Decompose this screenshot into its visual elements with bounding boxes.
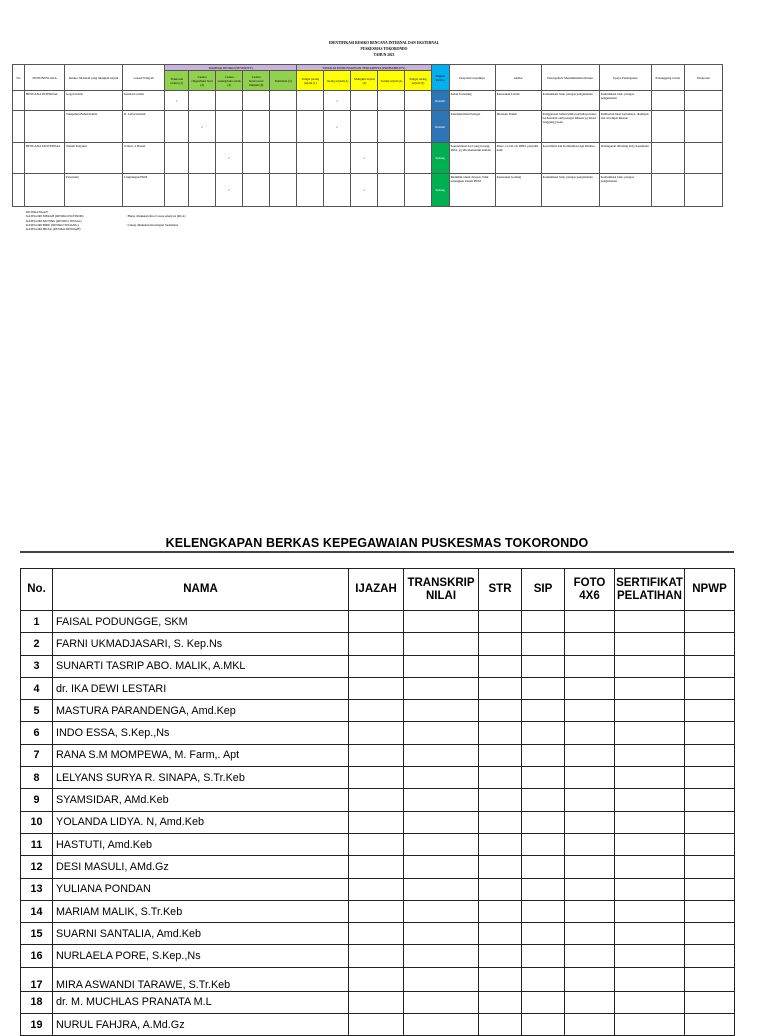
table-row bbox=[21, 991, 735, 1013]
row-number: 8 bbox=[21, 767, 53, 789]
risk-tingkat: Rendah bbox=[431, 111, 449, 143]
check-mark: ✓ bbox=[324, 91, 351, 111]
risk-tingkat: Sedang bbox=[431, 143, 449, 174]
title-underline bbox=[20, 551, 734, 553]
document-check-cell bbox=[404, 878, 479, 900]
staff-name: MIRA ASWANDI TARAWE, S.Tr.Keb bbox=[53, 967, 349, 991]
document-check-cell bbox=[479, 856, 522, 878]
document-check-cell bbox=[615, 856, 685, 878]
document-check-cell bbox=[404, 856, 479, 878]
risk-akibat: Kerusakan Gedung bbox=[495, 174, 541, 207]
document-check-cell bbox=[479, 633, 522, 655]
staff-document-page bbox=[0, 522, 768, 1031]
document-check-cell bbox=[685, 677, 735, 699]
document-check-cell bbox=[479, 945, 522, 967]
row-number: 9 bbox=[21, 789, 53, 811]
document-check-cell bbox=[685, 767, 735, 789]
staff-name: MARIAM MALIK, S.Tr.Keb bbox=[53, 900, 349, 922]
row-number: 19 bbox=[21, 1014, 53, 1036]
header-npwp: NPWP bbox=[685, 569, 735, 611]
staff-name: NURLAELA PORE, S.Kep.,Ns bbox=[53, 945, 349, 967]
document-check-cell bbox=[522, 833, 565, 855]
document-check-cell bbox=[522, 789, 565, 811]
risk-header-akibat: Akibat bbox=[495, 65, 541, 91]
check-mark: ✓ bbox=[216, 143, 243, 174]
risk-row bbox=[13, 91, 723, 111]
row-number: 17 bbox=[21, 967, 53, 991]
risk-lokasi: Instalasi Listrik bbox=[123, 91, 165, 111]
risk-header-dampak-5: Kematian (5) bbox=[270, 71, 297, 91]
risk-upaya: Komunikasi baik, petugas pengamanan bbox=[599, 174, 651, 207]
document-check-cell bbox=[522, 744, 565, 766]
document-check-cell bbox=[615, 991, 685, 1013]
document-check-cell bbox=[479, 923, 522, 945]
document-check-cell bbox=[349, 833, 404, 855]
header-ijazah: IJAZAH bbox=[349, 569, 404, 611]
document-check-cell bbox=[522, 767, 565, 789]
table-row bbox=[21, 744, 735, 766]
staff-name: INDO ESSA, S.Kep.,Ns bbox=[53, 722, 349, 744]
risk-header-pencegahan: Pencegahan/ Meminimalkan Resiko bbox=[541, 65, 599, 91]
check-mark: ✓ bbox=[324, 111, 351, 143]
document-check-cell bbox=[349, 967, 404, 991]
document-check-cell bbox=[615, 700, 685, 722]
document-check-cell bbox=[349, 900, 404, 922]
risk-header-kemungkinan-5: Sangat sering terjadi (5) bbox=[405, 71, 431, 91]
document-check-cell bbox=[404, 700, 479, 722]
risk-header-dampak-group: DAMPAK RESIKO (SEVERITY) bbox=[165, 65, 297, 71]
risk-upaya: Komunikasi baik, petugas pengamanan bbox=[599, 91, 651, 111]
risk-jenis bbox=[25, 111, 65, 143]
document-check-cell bbox=[615, 945, 685, 967]
document-check-cell bbox=[404, 744, 479, 766]
note-key: KATEGORI HIJAU (RESIKO RENDAH) bbox=[26, 227, 81, 232]
document-check-cell bbox=[349, 611, 404, 633]
document-check-cell bbox=[565, 633, 615, 655]
note-value: : Cukup dilakukan Investigasi Sederhana bbox=[126, 222, 179, 227]
document-check-cell bbox=[615, 1014, 685, 1036]
table-row bbox=[21, 700, 735, 722]
document-check-cell bbox=[479, 655, 522, 677]
document-check-cell bbox=[522, 811, 565, 833]
table-row bbox=[21, 789, 735, 811]
document-check-cell bbox=[565, 700, 615, 722]
document-check-cell bbox=[685, 611, 735, 633]
document-check-cell bbox=[565, 945, 615, 967]
staff-header-row bbox=[21, 569, 735, 611]
document-check-cell bbox=[349, 722, 404, 744]
staff-name: RANA S.M MOMPEWA, M. Farm,. Apt bbox=[53, 744, 349, 766]
document-check-cell bbox=[349, 633, 404, 655]
note-key: KATEGORI KUNING (RESIKO TINGGI) bbox=[26, 218, 82, 223]
row-number: 14 bbox=[21, 900, 53, 922]
document-check-cell bbox=[522, 677, 565, 699]
table-row bbox=[21, 900, 735, 922]
document-check-cell bbox=[404, 1014, 479, 1036]
document-check-cell bbox=[685, 633, 735, 655]
risk-jenis: BENCANA EKSTERNAL bbox=[25, 143, 65, 174]
document-check-cell bbox=[685, 744, 735, 766]
table-row bbox=[21, 722, 735, 744]
document-check-cell bbox=[565, 744, 615, 766]
document-check-cell bbox=[685, 967, 735, 991]
document-check-cell bbox=[479, 991, 522, 1013]
document-check-cell bbox=[565, 655, 615, 677]
risk-pencegahan: Komunikasi baik, petugas pengamanan bbox=[541, 174, 599, 207]
document-check-cell bbox=[404, 633, 479, 655]
document-check-cell bbox=[685, 700, 735, 722]
risk-header-resiko: Resiko /Masalah yang mungkin terjadi bbox=[65, 65, 123, 91]
document-check-cell bbox=[615, 878, 685, 900]
document-check-cell bbox=[479, 811, 522, 833]
document-check-cell bbox=[404, 811, 479, 833]
table-row bbox=[21, 611, 735, 633]
table-row bbox=[21, 945, 735, 967]
document-check-cell bbox=[565, 856, 615, 878]
document-check-cell bbox=[615, 900, 685, 922]
risk-pencegahan: Penggunaan bahan kimia berbahaya harus berhati-hati oleh petugas khusus yg diberi tanggung jawab bbox=[541, 111, 599, 143]
staff-name: LELYANS SURYA R. SINAPA, S.Tr.Keb bbox=[53, 767, 349, 789]
risk-title-block bbox=[0, 40, 768, 58]
document-check-cell bbox=[685, 991, 735, 1013]
staff-name: MASTURA PARANDENGA, Amd.Kep bbox=[53, 700, 349, 722]
document-check-cell bbox=[479, 744, 522, 766]
document-check-cell bbox=[479, 677, 522, 699]
staff-name: NURUL FAHJRA, A.Md.Gz bbox=[53, 1014, 349, 1036]
document-check-cell bbox=[522, 1014, 565, 1036]
check-mark: ✓ bbox=[216, 174, 243, 207]
risk-header-upaya: Upaya Penanganan bbox=[599, 65, 651, 91]
header-sertifikat: SERTIFIKAT PELATIHAN bbox=[615, 569, 685, 611]
staff-table-body bbox=[21, 611, 735, 1036]
risk-lokasi: 6 Desa, 2 Dusun bbox=[123, 143, 165, 174]
document-check-cell bbox=[479, 611, 522, 633]
risk-notes bbox=[26, 210, 186, 231]
document-check-cell bbox=[522, 878, 565, 900]
table-row bbox=[21, 878, 735, 900]
document-check-cell bbox=[565, 923, 615, 945]
document-check-cell bbox=[615, 677, 685, 699]
document-check-cell bbox=[349, 1014, 404, 1036]
risk-row bbox=[13, 174, 723, 207]
risk-header-jenis: JENIS BENCANA bbox=[25, 65, 65, 91]
document-check-cell bbox=[522, 722, 565, 744]
risk-title-line-2: PUSKESMAS TOKORONDO bbox=[360, 47, 408, 51]
row-number: 16 bbox=[21, 945, 53, 967]
risk-header-kemungkinan-2: Jarang terjadi (2) bbox=[324, 71, 351, 91]
document-check-cell bbox=[349, 744, 404, 766]
document-check-cell bbox=[685, 655, 735, 677]
note-key: KATEGORI MERAH (RESIKO EKSTRIM) bbox=[26, 214, 84, 219]
document-check-cell bbox=[615, 633, 685, 655]
table-row bbox=[21, 767, 735, 789]
check-mark: ✓ bbox=[351, 174, 378, 207]
document-check-cell bbox=[615, 744, 685, 766]
document-check-cell bbox=[349, 789, 404, 811]
document-check-cell bbox=[479, 767, 522, 789]
row-number: 1 bbox=[21, 611, 53, 633]
risk-pencegahan: Komunikasi baik, petugas pengamanan bbox=[541, 91, 599, 111]
row-number: 11 bbox=[21, 833, 53, 855]
document-check-cell bbox=[615, 789, 685, 811]
table-row bbox=[21, 677, 735, 699]
risk-upaya: Penanganan dibidang Poly Kesehatan bbox=[599, 143, 651, 174]
document-check-cell bbox=[479, 700, 522, 722]
document-check-cell bbox=[565, 878, 615, 900]
document-check-cell bbox=[615, 811, 685, 833]
document-check-cell bbox=[685, 1014, 735, 1036]
staff-name: YULIANA PONDAN bbox=[53, 878, 349, 900]
row-number: 7 bbox=[21, 744, 53, 766]
document-check-cell bbox=[404, 677, 479, 699]
table-row bbox=[21, 856, 735, 878]
document-check-cell bbox=[479, 722, 522, 744]
risk-header-kemungkinan-3: Mungkin terjadi (3) bbox=[351, 71, 378, 91]
document-check-cell bbox=[349, 677, 404, 699]
row-number: 13 bbox=[21, 878, 53, 900]
risk-jenis: BENCANA INTERNAL bbox=[25, 91, 65, 111]
staff-name: FARNI UKMADJASARI, S. Kep.Ns bbox=[53, 633, 349, 655]
note-key: KATEGORI BIRU (RESIKO SEDANG) bbox=[26, 222, 79, 227]
check-mark: ✓ bbox=[165, 91, 189, 111]
document-check-cell bbox=[685, 789, 735, 811]
staff-name: DESI MASULI, AMd.Gz bbox=[53, 856, 349, 878]
document-check-cell bbox=[685, 833, 735, 855]
document-check-cell bbox=[479, 833, 522, 855]
risk-akibat: Merusak Tubuh bbox=[495, 111, 541, 143]
risk-upaya: Pemberian label berbahaya, disimpan dan di tempat khusus bbox=[599, 111, 651, 143]
header-no: No. bbox=[21, 569, 53, 611]
document-check-cell bbox=[615, 722, 685, 744]
table-row bbox=[21, 633, 735, 655]
document-check-cell bbox=[685, 945, 735, 967]
risk-penyebab: Ketidaktelitian Petugas bbox=[449, 111, 495, 143]
document-check-cell bbox=[685, 923, 735, 945]
risk-header-pelaporan: Pelaporan bbox=[684, 65, 722, 91]
document-check-cell bbox=[404, 655, 479, 677]
risk-header-dampak-1: Tidak ada cedera (1) bbox=[165, 71, 189, 91]
risk-penyebab: Memiliki untuk dicepat, tidak terjangkau sistem PKM bbox=[449, 174, 495, 207]
document-check-cell bbox=[349, 811, 404, 833]
row-number: 5 bbox=[21, 700, 53, 722]
document-check-cell bbox=[522, 655, 565, 677]
document-check-cell bbox=[685, 856, 735, 878]
note-value: : Harus dilakukan Root Cause Analysis (RCA) bbox=[126, 214, 186, 219]
row-number: 12 bbox=[21, 856, 53, 878]
staff-name: SYAMSIDAR, AMd.Keb bbox=[53, 789, 349, 811]
document-check-cell bbox=[522, 900, 565, 922]
risk-resiko: Tumpahan Bahan Kimia bbox=[65, 111, 123, 143]
document-check-cell bbox=[522, 633, 565, 655]
staff-table bbox=[20, 568, 735, 1036]
document-check-cell bbox=[615, 833, 685, 855]
document-check-cell bbox=[349, 923, 404, 945]
risk-header-dampak-4: Cedera berat/cacat/ lumpuh (4) bbox=[243, 71, 270, 91]
staff-name: HASTUTI, Amd.Keb bbox=[53, 833, 349, 855]
document-check-cell bbox=[404, 967, 479, 991]
staff-name: dr. M. MUCHLAS PRANATA M.L bbox=[53, 991, 349, 1013]
table-row bbox=[21, 655, 735, 677]
row-number: 15 bbox=[21, 923, 53, 945]
document-check-cell bbox=[404, 722, 479, 744]
document-check-cell bbox=[522, 611, 565, 633]
risk-title-line-3: TAHUN 2023 bbox=[373, 53, 395, 57]
risk-lokasi: R. Laboratorium bbox=[123, 111, 165, 143]
row-number: 6 bbox=[21, 722, 53, 744]
document-check-cell bbox=[349, 945, 404, 967]
risk-lokasi: Lingkungan PKM bbox=[123, 174, 165, 207]
risk-header-dampak-2: Cedera ringan/luka lecet (2) bbox=[189, 71, 216, 91]
staff-name: SUARNI SANTALIA, Amd.Keb bbox=[53, 923, 349, 945]
risk-header-lokasi: Lokasi/Wilayah bbox=[123, 65, 165, 91]
document-check-cell bbox=[522, 923, 565, 945]
document-check-cell bbox=[565, 789, 615, 811]
document-check-cell bbox=[522, 945, 565, 967]
document-check-cell bbox=[565, 991, 615, 1013]
row-number: 10 bbox=[21, 811, 53, 833]
document-check-cell bbox=[404, 789, 479, 811]
risk-row bbox=[13, 143, 723, 174]
risk-resiko: Gagal Listrik bbox=[65, 91, 123, 111]
document-check-cell bbox=[349, 767, 404, 789]
document-check-cell bbox=[479, 1014, 522, 1036]
staff-name: SUNARTI TASRIP ABO. MALIK, A.MKL bbox=[53, 655, 349, 677]
risk-header-pj: Penanggung Jawab bbox=[651, 65, 684, 91]
document-check-cell bbox=[404, 991, 479, 1013]
header-transkrip: TRANSKRIP NILAI bbox=[404, 569, 479, 611]
check-mark: ✓ bbox=[351, 143, 378, 174]
risk-header-kemungkinan-group: TINGKAT KEMUNGKINAN TERJADINYA (PROBABILITY) bbox=[297, 65, 431, 71]
document-check-cell bbox=[685, 900, 735, 922]
risk-pencegahan: Koordinasi dan Komunikasi dgn DinKes bbox=[541, 143, 599, 174]
document-check-cell bbox=[685, 722, 735, 744]
check-mark: ✓ bbox=[189, 111, 216, 143]
header-str: STR bbox=[479, 569, 522, 611]
risk-resiko: Pencurian bbox=[65, 174, 123, 207]
document-check-cell bbox=[565, 722, 615, 744]
risk-document-page bbox=[0, 0, 768, 255]
risk-table bbox=[12, 64, 723, 207]
document-check-cell bbox=[404, 900, 479, 922]
document-check-cell bbox=[615, 655, 685, 677]
header-sip: SIP bbox=[522, 569, 565, 611]
risk-header-kemungkinan-4: Sering terjadi (4) bbox=[378, 71, 405, 91]
document-check-cell bbox=[404, 767, 479, 789]
risk-tingkat: Sedang bbox=[431, 174, 449, 207]
staff-doc-title: KELENGKAPAN BERKAS KEPEGAWAIAN PUSKESMAS TOKORONDO bbox=[165, 536, 589, 550]
risk-akibat: Kerusakan Listrik bbox=[495, 91, 541, 111]
document-check-cell bbox=[349, 856, 404, 878]
document-check-cell bbox=[522, 967, 565, 991]
risk-akibat: Diare, Covid-19, DBD, penyakit kulit bbox=[495, 143, 541, 174]
document-check-cell bbox=[565, 967, 615, 991]
risk-header-tingkat: Tingkat Resiko bbox=[431, 65, 449, 91]
staff-name: dr. IKA DEWI LESTARI bbox=[53, 677, 349, 699]
row-number: 3 bbox=[21, 655, 53, 677]
document-check-cell bbox=[615, 923, 685, 945]
document-check-cell bbox=[522, 991, 565, 1013]
document-check-cell bbox=[349, 991, 404, 1013]
document-check-cell bbox=[565, 611, 615, 633]
table-row bbox=[21, 833, 735, 855]
document-check-cell bbox=[615, 967, 685, 991]
staff-name: FAISAL PODUNGGE, SKM bbox=[53, 611, 349, 633]
table-row bbox=[21, 923, 735, 945]
risk-resiko: Wabah Penyakit bbox=[65, 143, 123, 174]
risk-header-kemungkinan-1: Sangat jarang terjadi (1) bbox=[297, 71, 324, 91]
document-check-cell bbox=[615, 767, 685, 789]
header-foto: FOTO 4X6 bbox=[565, 569, 615, 611]
document-check-cell bbox=[522, 700, 565, 722]
document-check-cell bbox=[479, 967, 522, 991]
document-check-cell bbox=[565, 677, 615, 699]
table-row bbox=[21, 811, 735, 833]
document-check-cell bbox=[479, 900, 522, 922]
document-check-cell bbox=[479, 878, 522, 900]
risk-header-no: No bbox=[13, 65, 25, 91]
table-row bbox=[21, 967, 735, 991]
document-check-cell bbox=[404, 923, 479, 945]
document-check-cell bbox=[565, 767, 615, 789]
document-check-cell bbox=[522, 856, 565, 878]
document-check-cell bbox=[565, 811, 615, 833]
document-check-cell bbox=[615, 611, 685, 633]
document-check-cell bbox=[565, 833, 615, 855]
risk-header-penyebab: Penyebab terjadinya bbox=[449, 65, 495, 91]
risk-penyebab: Kabel Tersulung bbox=[449, 91, 495, 111]
risk-row bbox=[13, 111, 723, 143]
document-check-cell bbox=[565, 1014, 615, 1036]
row-number: 2 bbox=[21, 633, 53, 655]
document-check-cell bbox=[349, 878, 404, 900]
document-check-cell bbox=[685, 878, 735, 900]
row-number: 18 bbox=[21, 991, 53, 1013]
document-check-cell bbox=[565, 900, 615, 922]
document-check-cell bbox=[404, 833, 479, 855]
row-number: 4 bbox=[21, 677, 53, 699]
header-nama: NAMA bbox=[53, 569, 349, 611]
risk-title-line-1: IDENTIFIKASI RESIKO BENCANA INTERNAL DAN EKSTERNAL bbox=[329, 41, 439, 45]
document-check-cell bbox=[349, 700, 404, 722]
document-check-cell bbox=[404, 945, 479, 967]
risk-jenis bbox=[25, 174, 65, 207]
risk-header-dampak-3: Cedera sedang/luka robek (3) bbox=[216, 71, 243, 91]
document-check-cell bbox=[349, 655, 404, 677]
risk-penyebab: Kontaminasi dari yang korang, ISPA, yg tdk memenuhi standar bbox=[449, 143, 495, 174]
document-check-cell bbox=[685, 811, 735, 833]
risk-tingkat: Rendah bbox=[431, 91, 449, 111]
document-check-cell bbox=[404, 611, 479, 633]
notes-title: KETERANGAN bbox=[26, 210, 48, 214]
table-row bbox=[21, 1014, 735, 1036]
staff-name: YOLANDA LIDYA. N, Amd.Keb bbox=[53, 811, 349, 833]
document-check-cell bbox=[479, 789, 522, 811]
